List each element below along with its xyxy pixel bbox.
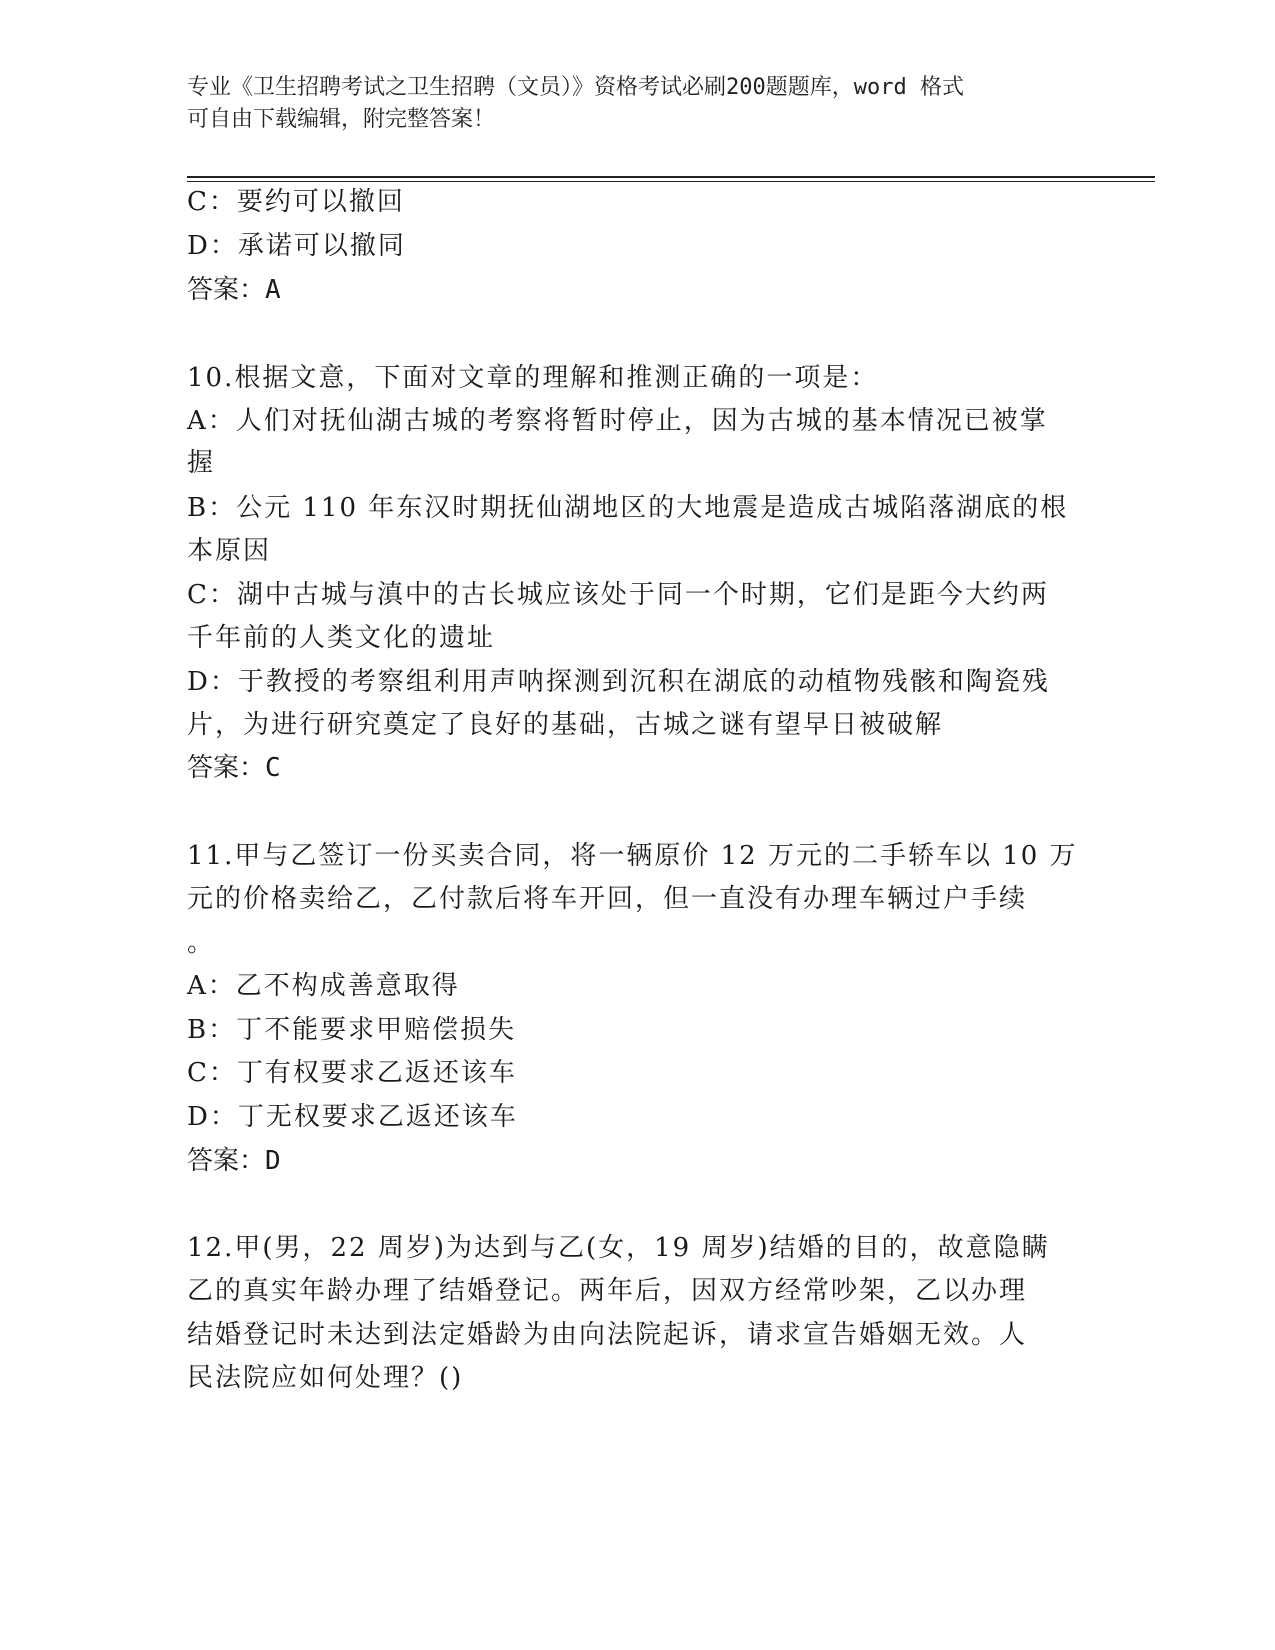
q11-option-a: A：乙不构成善意取得 xyxy=(187,971,460,1001)
q12-stem-line-1: 12.甲(男，22 周岁)为达到与乙(女，19 周岁)结婚的目的，故意隐瞒 xyxy=(187,1233,1050,1263)
q11-option-d: D：丁无权要求乙返还该车 xyxy=(187,1102,518,1132)
q11-option-c: C：丁有权要求乙返还该车 xyxy=(187,1058,517,1088)
q10-option-a-line-2: 握 xyxy=(187,448,216,478)
q11-answer xyxy=(187,1139,281,1183)
answer-value: C xyxy=(265,753,281,783)
q10-option-d-line-2: 片，为进行研究奠定了良好的基础，古城之谜有望早日被破解 xyxy=(187,710,944,740)
answer-label: 答案： xyxy=(187,753,266,783)
q12-stem-line-2: 乙的真实年龄办理了结婚登记。两年后，因双方经常吵架，乙以办理 xyxy=(187,1276,1028,1306)
header-title-line-2: 可自由下载编辑，附完整答案！ xyxy=(187,107,496,132)
q10-option-c-line-1: C：湖中古城与滇中的古长城应该处于同一个时期，它们是距今大约两 xyxy=(187,580,1049,610)
q9-answer xyxy=(187,268,281,312)
answer-label: 答案： xyxy=(187,275,266,305)
q11-stem-line-2: 元的价格卖给乙，乙付款后将车开回，但一直没有办理车辆过户手续 xyxy=(187,884,1028,914)
q11-option-b: B：丁不能要求甲赔偿损失 xyxy=(187,1015,517,1045)
q11-stem-line-1: 11.甲与乙签订一份买卖合同，将一辆原价 12 万元的二手轿车以 10 万 xyxy=(187,841,1078,871)
q10-option-b-line-2: 本原因 xyxy=(187,536,272,566)
q10-option-c-line-2: 千年前的人类文化的遗址 xyxy=(187,623,496,653)
document-header xyxy=(187,72,1067,136)
header-title-line-1: 专业《卫生招聘考试之卫生招聘（文员）》资格考试必刷200题题库，word 格式 xyxy=(187,75,964,100)
q10-option-d-line-1: D：于教授的考察组利用声呐探测到沉积在湖底的动植物残骸和陶瓷残 xyxy=(187,667,1050,697)
q12-stem-line-4: 民法院应如何处理？() xyxy=(187,1363,464,1393)
header-divider-thick xyxy=(187,176,1155,178)
q10-answer xyxy=(187,746,281,790)
q11-stem-line-3: 。 xyxy=(187,928,216,958)
answer-value: A xyxy=(265,275,281,305)
q9-option-d: D：承诺可以撤同 xyxy=(187,231,406,261)
answer-value: D xyxy=(265,1146,281,1176)
q12-stem-line-3: 结婚登记时未达到法定婚龄为由向法院起诉，请求宣告婚姻无效。人 xyxy=(187,1320,1028,1350)
q10-option-a-line-1: A：人们对抚仙湖古城的考察将暂时停止，因为古城的基本情况已被掌 xyxy=(187,406,1048,436)
q10-stem: 10.根据文意，下面对文章的理解和推测正确的一项是： xyxy=(187,363,879,393)
answer-label: 答案： xyxy=(187,1146,266,1176)
q10-option-b-line-1: B：公元 110 年东汉时期抚仙湖地区的大地震是造成古城陷落湖底的根 xyxy=(187,493,1069,523)
q9-option-c: C：要约可以撤回 xyxy=(187,187,405,217)
